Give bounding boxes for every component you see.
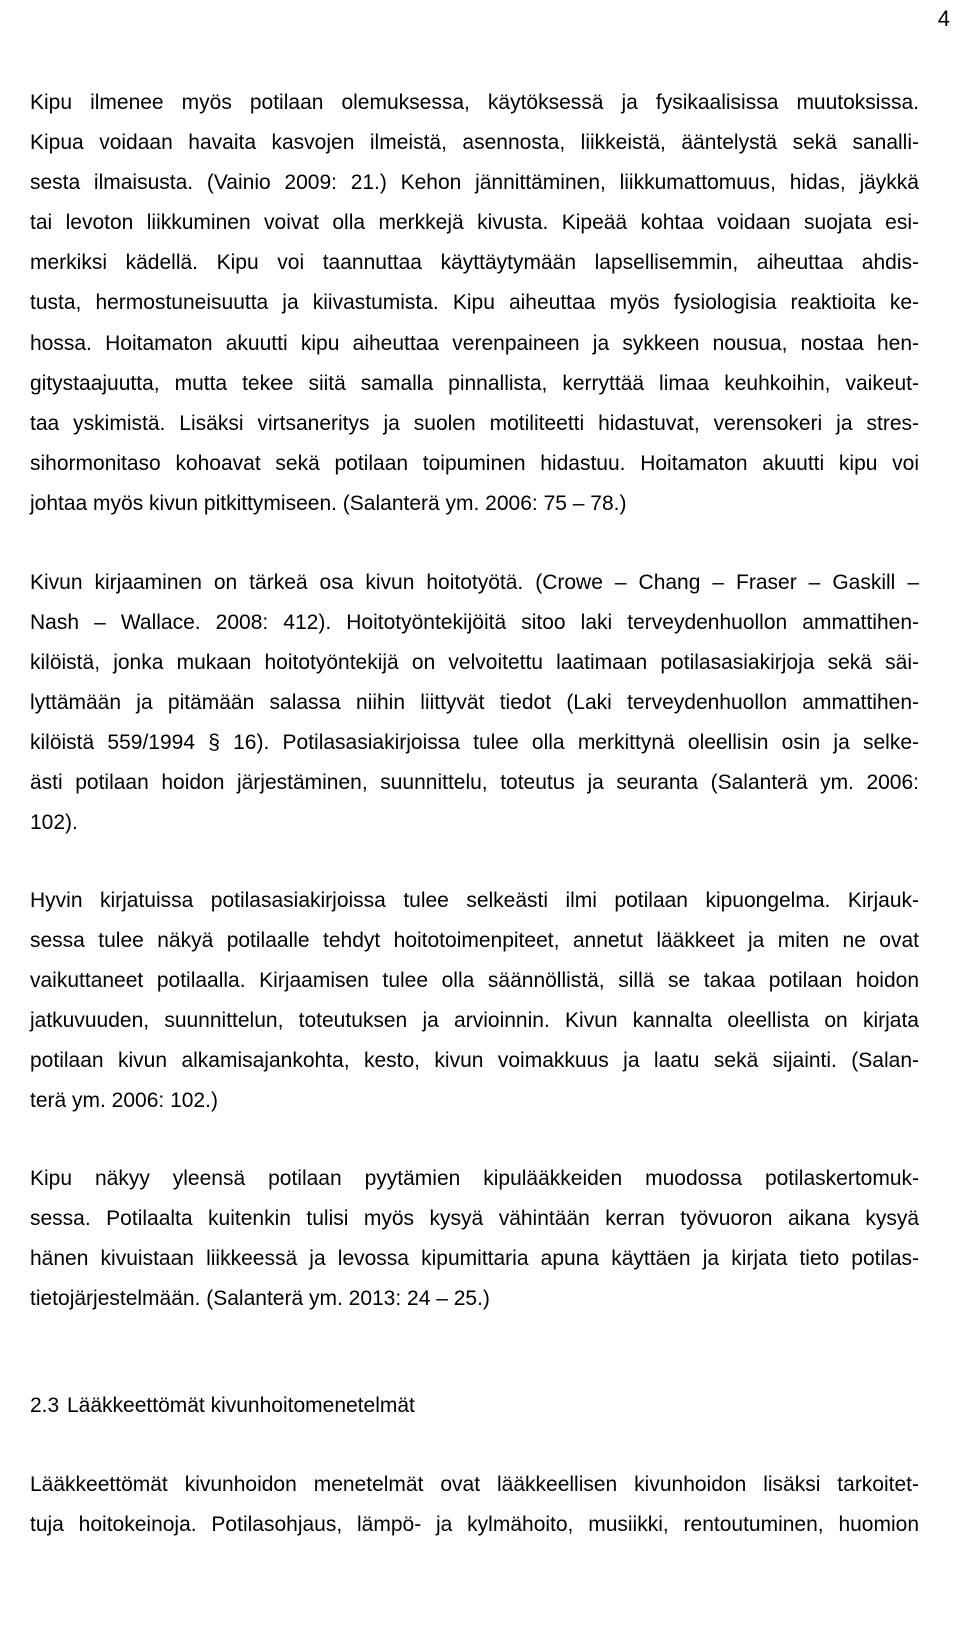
- text-line: ästi potilaan hoidon järjestäminen, suunnittelu, toteutus ja seuranta (Salanterä ym. 2006:: [30, 771, 919, 794]
- text-line: hossa. Hoitamaton akuutti kipu aiheuttaa verenpaineen ja sykkeen nousua, nostaa hen-: [30, 332, 919, 355]
- section-number: 2.3: [30, 1394, 60, 1417]
- text-line: Lääkkeettömät kivunhoidon menetelmät ovat lääkkeellisen kivunhoidon lisäksi tarkoitet-: [30, 1473, 919, 1496]
- text-line: sesta ilmaisusta. (Vainio 2009: 21.) Kehon jännittäminen, liikkumattomuus, hidas, jäykkä: [30, 171, 919, 194]
- text-line: Nash – Wallace. 2008: 412). Hoitotyöntekijöitä sitoo laki terveydenhuollon ammattihen-: [30, 611, 919, 634]
- text-line: 102).: [30, 811, 78, 834]
- text-line: lyttämään ja pitämään salassa niihin liittyvät tiedot (Laki terveydenhuollon ammattihen-: [30, 691, 919, 714]
- text-line: tietojärjestelmään. (Salanterä ym. 2013: 24 – 25.): [30, 1287, 490, 1310]
- text-line: sessa. Potilaalta kuitenkin tulisi myös kysyä vähintään kerran työvuoron aikana kysyä: [30, 1207, 919, 1230]
- text-line: sihormonitaso kohoavat sekä potilaan toipuminen hidastuu. Hoitamaton akuutti kipu voi: [30, 452, 919, 475]
- text-line: tai levoton liikkuminen voivat olla merkkejä kivusta. Kipeää kohtaa voidaan suojata esi-: [30, 211, 919, 234]
- text-line: gitystaajuutta, mutta tekee siitä samalla pinnallista, kerryttää limaa keuhkoihin, vaikeut-: [30, 372, 919, 395]
- text-line: terä ym. 2006: 102.): [30, 1089, 218, 1112]
- text-line: tusta, hermostuneisuutta ja kiivastumista. Kipu aiheuttaa myös fysiologisia reaktioita ke-: [30, 291, 919, 314]
- text-line: taa yskimistä. Lisäksi virtsaneritys ja suolen motiliteetti hidastuvat, verensokeri ja stres-: [30, 412, 919, 435]
- text-line: potilaan kivun alkamisajankohta, kesto, kivun voimakkuus ja laatu sekä sijainti. (Salan-: [30, 1049, 919, 1072]
- text-line: jatkuvuuden, suunnittelun, toteutuksen ja arvioinnin. Kivun kannalta oleellista on kirjata: [30, 1009, 919, 1032]
- text-line: kilöistä 559/1994 § 16). Potilasasiakirjoissa tulee olla merkittynä oleellisin osin ja selke-: [30, 731, 919, 754]
- text-line: sessa tulee näkyä potilaalle tehdyt hoitotoimenpiteet, annetut lääkkeet ja miten ne ovat: [30, 929, 919, 952]
- text-line: kilöistä, jonka mukaan hoitotyöntekijä on velvoitettu laatimaan potilasasiakirjoja sekä säi-: [30, 651, 919, 674]
- section-heading: [30, 1393, 415, 1419]
- text-line: vaikuttaneet potilaalla. Kirjaamisen tulee olla säännöllistä, sillä se takaa potilaan hoidon: [30, 969, 919, 992]
- text-line: Kivun kirjaaminen on tärkeä osa kivun hoitotyötä. (Crowe – Chang – Fraser – Gaskill –: [30, 571, 919, 594]
- text-line: Kipua voidaan havaita kasvojen ilmeistä, asennosta, liikkeistä, ääntelystä sekä sanalli-: [30, 131, 919, 154]
- text-line: Kipu näkyy yleensä potilaan pyytämien kipulääkkeiden muodossa potilaskertomuk-: [30, 1167, 919, 1190]
- text-line: Hyvin kirjatuissa potilasasiakirjoissa tulee selkeästi ilmi potilaan kipuongelma. Kirjauk-: [30, 889, 919, 912]
- text-line: merkiksi kädellä. Kipu voi taannuttaa käyttäytymään lapsellisemmin, aiheuttaa ahdis-: [30, 251, 919, 274]
- text-line: Kipu ilmenee myös potilaan olemuksessa, käytöksessä ja fysikaalisissa muutoksissa.: [30, 91, 919, 114]
- text-line: johtaa myös kivun pitkittymiseen. (Salanterä ym. 2006: 75 – 78.): [30, 492, 627, 515]
- text-line: hänen kivuistaan liikkeessä ja levossa kipumittaria apuna käyttäen ja kirjata tieto potilas-: [30, 1247, 919, 1270]
- section-title: Lääkkeettömät kivunhoitomenetelmät: [67, 1394, 415, 1417]
- page-number: 4: [937, 6, 950, 31]
- text-line: tuja hoitokeinoja. Potilasohjaus, lämpö- ja kylmähoito, musiikki, rentoutuminen, huomion: [30, 1513, 919, 1536]
